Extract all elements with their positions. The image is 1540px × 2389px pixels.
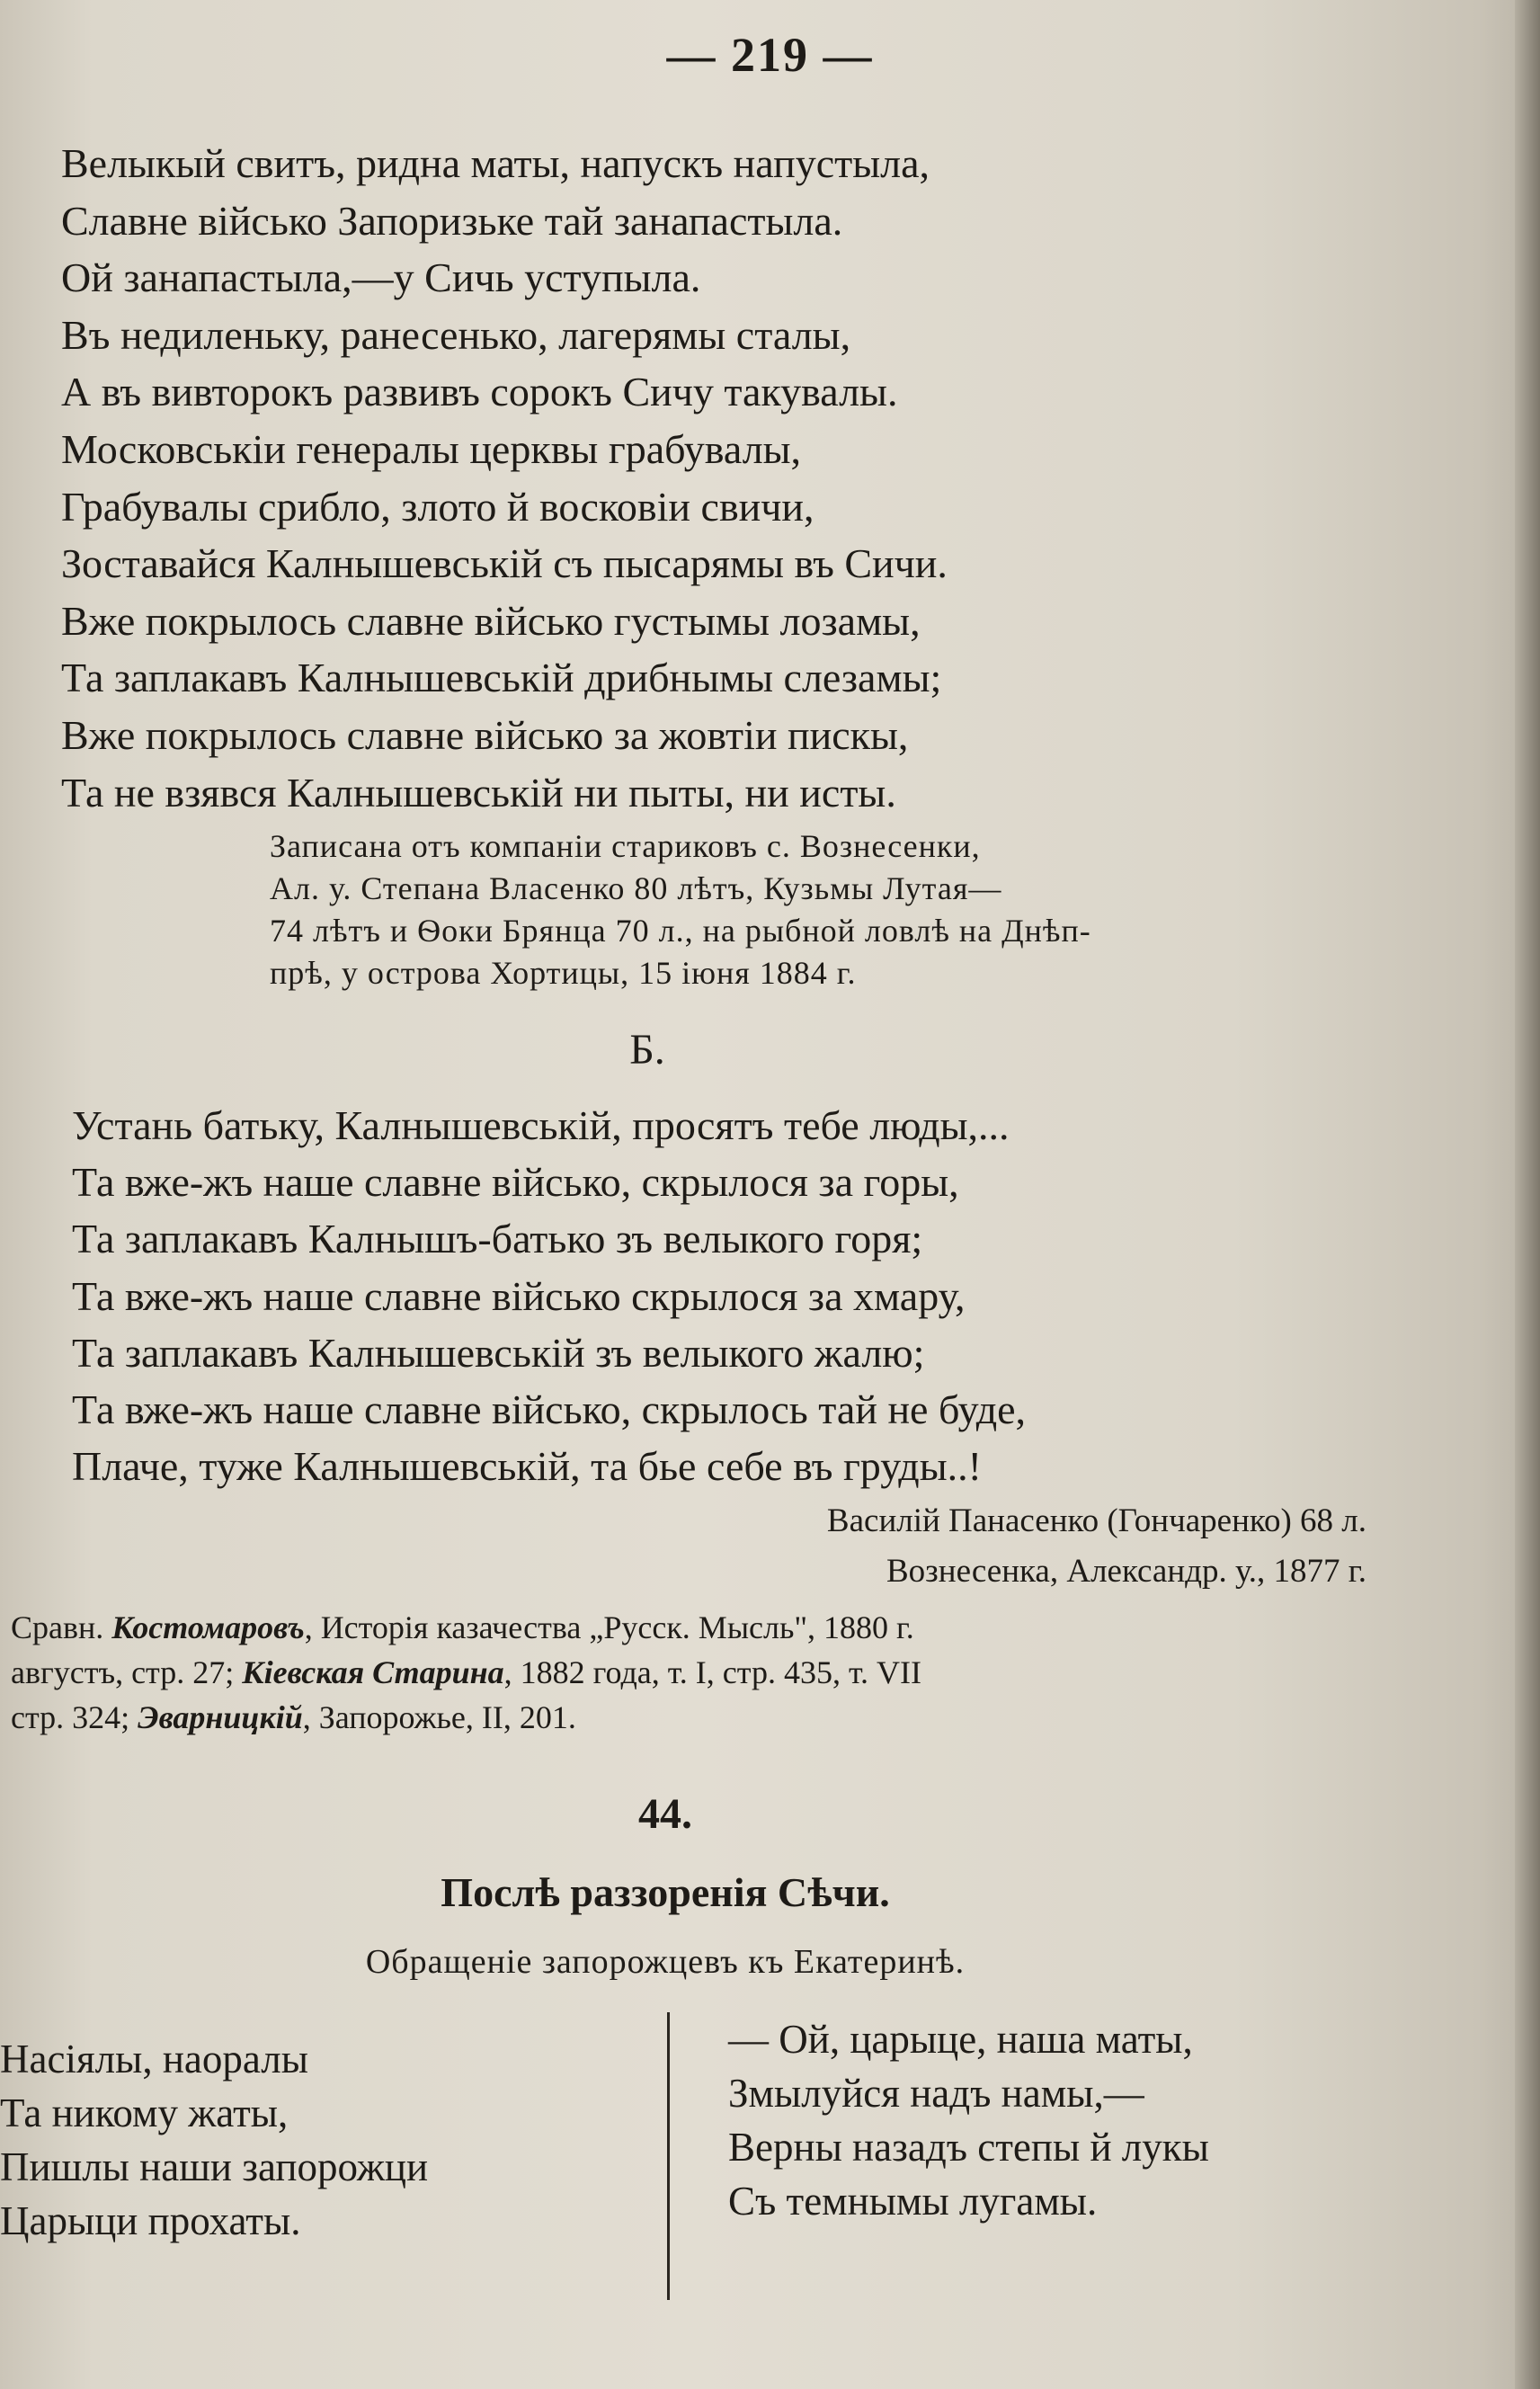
- reference-author: Эварницкій: [138, 1699, 303, 1735]
- reference-line: [11, 1605, 1368, 1650]
- poem-line: Та никому жаты,: [0, 2090, 289, 2135]
- poem-a-attribution: [270, 825, 1366, 994]
- poem-line: Въ недиленьку, ранесенько, лагерямы сталы,: [61, 311, 851, 358]
- reference-text: , 1882 года, т. I, стр. 435, т. VII: [503, 1654, 921, 1690]
- poem-b: [72, 1097, 1366, 1494]
- poem-line: Грабувалы срибло, злото й восковіи свичи,: [61, 483, 815, 530]
- poem-line: Велыкый свитъ, ридна маты, напускъ напустыла,: [61, 140, 930, 186]
- poem-line: Та не взявся Калнышевській ни пыты, ни исты.: [61, 769, 896, 816]
- references: [11, 1605, 1368, 1740]
- reference-author: Костомаровъ: [111, 1609, 305, 1645]
- attribution-line: Ал. у. Степана Власенко 80 лѣтъ, Кузьмы Лутая—: [270, 870, 1002, 906]
- poem-line: Вже покрылось славне військо густымы лозамы,: [61, 597, 921, 644]
- poem-b-attribution: [521, 1496, 1366, 1597]
- poem-line: Пишлы наши запорожци: [0, 2144, 429, 2189]
- poem-line: Зоставайся Калнышевській съ пысарямы въ Сичи.: [61, 540, 948, 587]
- attribution-line: Записана отъ компаніи стариковъ с. Вознесенки,: [270, 828, 981, 864]
- poem-line: Та вже-жъ наше славне військо, скрылося за горы,: [72, 1159, 959, 1206]
- song-title: Послѣ раззоренія Сѣчи.: [441, 1869, 890, 1915]
- poem-line: Вже покрылось славне військо за жовтіи пискы,: [61, 711, 909, 758]
- page-number: — 219 —: [666, 28, 874, 82]
- poem-a: [61, 135, 1338, 821]
- reference-text: , Запорожье, II, 201.: [302, 1699, 576, 1735]
- reference-text: , Исторія казачества „Русск. Мысль", 1880 г.: [304, 1609, 914, 1645]
- section-b-heading: Б.: [629, 1026, 665, 1074]
- poem-line: Змылуйся надъ намы,—: [728, 2071, 1144, 2116]
- poem-line: Плаче, туже Калнышевській, та бье себе въ груды..!: [72, 1443, 982, 1490]
- reference-text: августъ, стр. 27;: [11, 1654, 243, 1690]
- song-subtitle: Обращеніе запорожцевъ къ Екатеринѣ.: [365, 1943, 966, 1981]
- poem-line: Та заплакавъ Калнышевській дрибнымы слезамы;: [61, 655, 942, 701]
- column-divider: [667, 2012, 670, 2300]
- reference-line: [11, 1650, 1368, 1695]
- poem-line: Съ темнымы лугамы.: [728, 2179, 1098, 2224]
- poem-line: Ой занапастыла,—у Сичь уступыла.: [61, 254, 701, 301]
- poem-line: Та вже-жъ наше славне військо, скрылось тай не буде,: [72, 1386, 1027, 1433]
- poem-line: Славне військо Запоризьке тай занапастыла.: [61, 197, 843, 244]
- reference-journal: Кіевская Старина: [242, 1654, 504, 1690]
- attribution-line: Василій Панасенко (Гончаренко) 68 л.: [826, 1502, 1366, 1539]
- song-left-column: [0, 2032, 647, 2248]
- poem-line: Устань батьку, Калнышевській, просятъ тебе люды,...: [72, 1102, 1010, 1148]
- poem-line: А въ вивторокъ развивъ сорокъ Сичу такувалы.: [61, 369, 898, 415]
- attribution-line: 74 лѣтъ и Ѳоки Брянца 70 л., на рыбной ловлѣ на Днѣп-: [270, 913, 1091, 949]
- poem-line: — Ой, царыце, наша маты,: [728, 2017, 1193, 2062]
- attribution-line: прѣ, у острова Хортицы, 15 іюня 1884 г.: [270, 955, 857, 991]
- song-number: 44.: [638, 1790, 692, 1838]
- reference-line: [11, 1695, 1368, 1740]
- poem-line: Насіялы, наоралы: [0, 2037, 308, 2081]
- poem-line: Та вже-жъ наше славне військо скрылося за хмару,: [72, 1272, 966, 1319]
- poem-line: Та заплакавъ Калнышевській зъ велыкого жалю;: [72, 1329, 925, 1376]
- poem-line: Верны назадъ степы й лукы: [728, 2125, 1209, 2170]
- page-edge: [1515, 0, 1540, 2389]
- reference-text: стр. 324;: [11, 1699, 138, 1735]
- poem-line: Московськіи генералы церквы грабувалы,: [61, 425, 802, 472]
- attribution-line: Вознесенка, Александр. у., 1877 г.: [886, 1553, 1366, 1590]
- poem-line: Та заплакавъ Калнышъ-батько зъ велыкого горя;: [72, 1216, 923, 1262]
- reference-prefix: Сравн.: [11, 1609, 104, 1645]
- song-right-column: [728, 2012, 1411, 2228]
- poem-line: Царыци прохаты.: [0, 2198, 301, 2243]
